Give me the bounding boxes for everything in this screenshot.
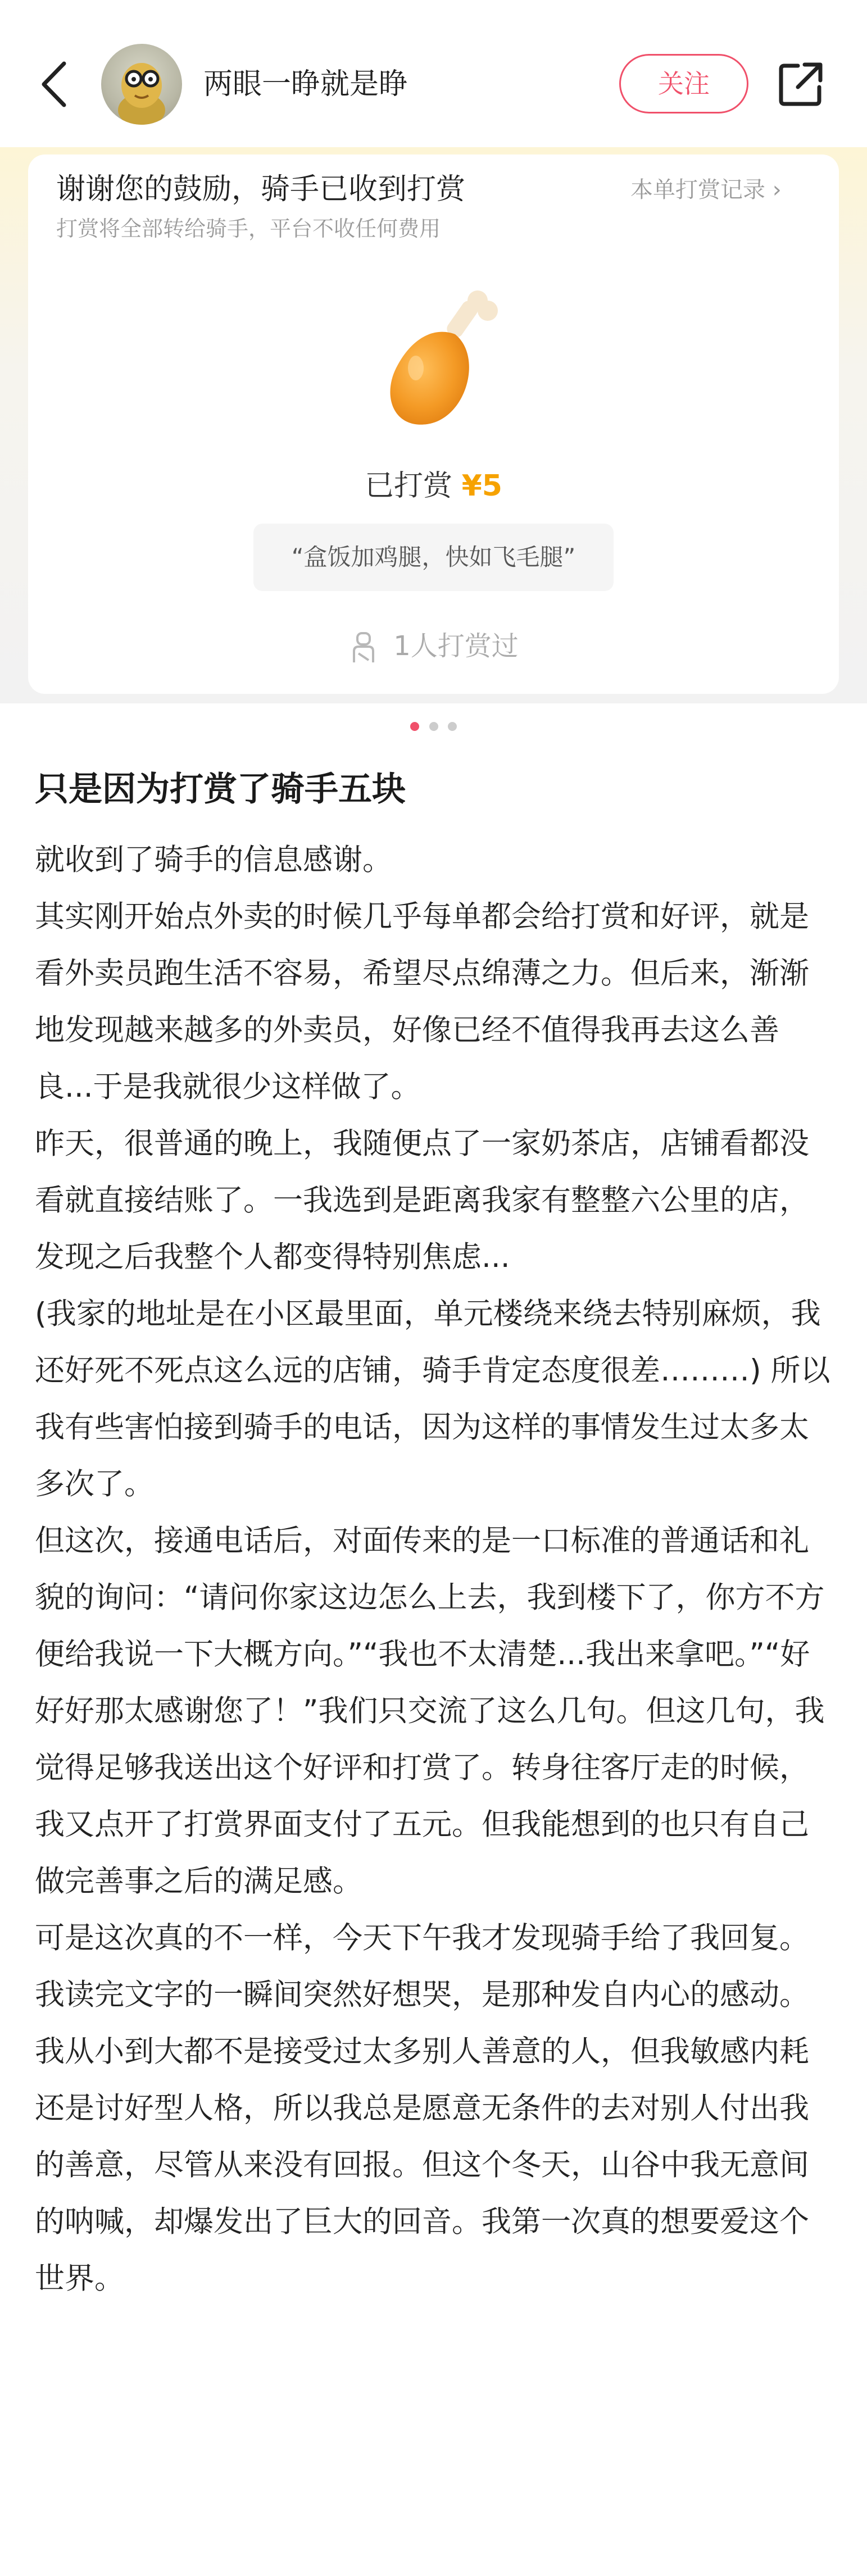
share-icon[interactable] bbox=[775, 59, 826, 110]
tip-record-link[interactable]: 本单打赏记录 › bbox=[630, 177, 782, 203]
carousel-dot-3[interactable] bbox=[448, 722, 457, 731]
tipped-label: 已打赏 bbox=[365, 469, 453, 503]
post-paragraph: 昨天，很普通的晚上，我随便点了一家奶茶店，店铺看都没看就直接结账了。一我选到是距离我家有整整六公里的店，发现之后我整个人都变得特别焦虑... bbox=[35, 1126, 809, 1274]
post-paragraph: 其实刚开始点外卖的时候几乎每单都会给打赏和好评，就是看外卖员跑生活不容易，希望尽点绵薄之力。但后来，渐渐地发现越来越多的外卖员，好像已经不值得我再去这么善良...于是我就很少这样做了。 bbox=[35, 899, 809, 1104]
carousel-dot-2[interactable] bbox=[429, 722, 438, 731]
chevron-left-icon[interactable] bbox=[35, 59, 74, 110]
chicken-drumstick-icon bbox=[371, 284, 506, 435]
username[interactable]: 两眼一睁就是睁 bbox=[203, 67, 408, 101]
rider-icon bbox=[348, 631, 379, 665]
post-paragraph: (我家的地址是在小区最里面，单元楼绕来绕去特别麻烦，我还好死不死点这么远的店铺，骑手肯定态度很差………) 所以我有些害怕接到骑手的电话，因为这样的事情发生过太多太多次了。 bbox=[35, 1297, 830, 1501]
tip-amount-line bbox=[0, 466, 867, 506]
carousel-indicator bbox=[0, 722, 867, 733]
tipped-amount: ¥5 bbox=[461, 469, 502, 503]
post-paragraph: 我从小到大都不是接受过太多别人善意的人，但我敏感内耗还是讨好型人格，所以我总是愿意无条件的去对别人付出我的善意，尽管从来没有回报。但这个冬天，山谷中我无意间的呐喊，却爆发出了巨大的回音。我第一次真的想要爱这个世界。 bbox=[35, 2034, 809, 2296]
post-paragraph: 就收到了骑手的信息感谢。 bbox=[35, 843, 392, 877]
top-bar bbox=[0, 0, 867, 152]
post-body bbox=[35, 832, 833, 2307]
post-title: 只是因为打赏了骑手五块 bbox=[35, 770, 406, 809]
tip-card-title: 谢谢您的鼓励，骑手已收到打赏 bbox=[56, 172, 466, 206]
tip-card-subtitle: 打赏将全部转给骑手，平台不收任何费用 bbox=[56, 216, 441, 241]
tipper-count: 1人打赏过 bbox=[393, 630, 519, 662]
post-paragraph: 可是这次真的不一样，今天下午我才发现骑手给了我回复。我读完文字的一瞬间突然好想哭，是那种发自内心的感动。 bbox=[35, 1921, 809, 2012]
follow-button[interactable]: 关注 bbox=[619, 54, 748, 113]
post-paragraph: 但这次，接通电话后，对面传来的是一口标准的普通话和礼貌的询问：“请问你家这边怎么上去，我到楼下了，你方不方便给我说一下大概方向。”“我也不太清楚...我出来拿吧。”“好好好那太感谢您了！”我们只交流了这么几句。但这几句，我觉得足够我送出这个好评和打赏了。转身往客厅走的时候，我又点开了打赏界面支付了五元。但我能想到的也只有自己做完善事之后的满足感。 bbox=[35, 1524, 825, 1898]
tip-quote: “盒饭加鸡腿，快如飞毛腿” bbox=[253, 524, 614, 591]
avatar[interactable] bbox=[101, 44, 182, 125]
tipper-count-row bbox=[0, 628, 867, 665]
carousel-dot-1[interactable] bbox=[410, 722, 419, 731]
